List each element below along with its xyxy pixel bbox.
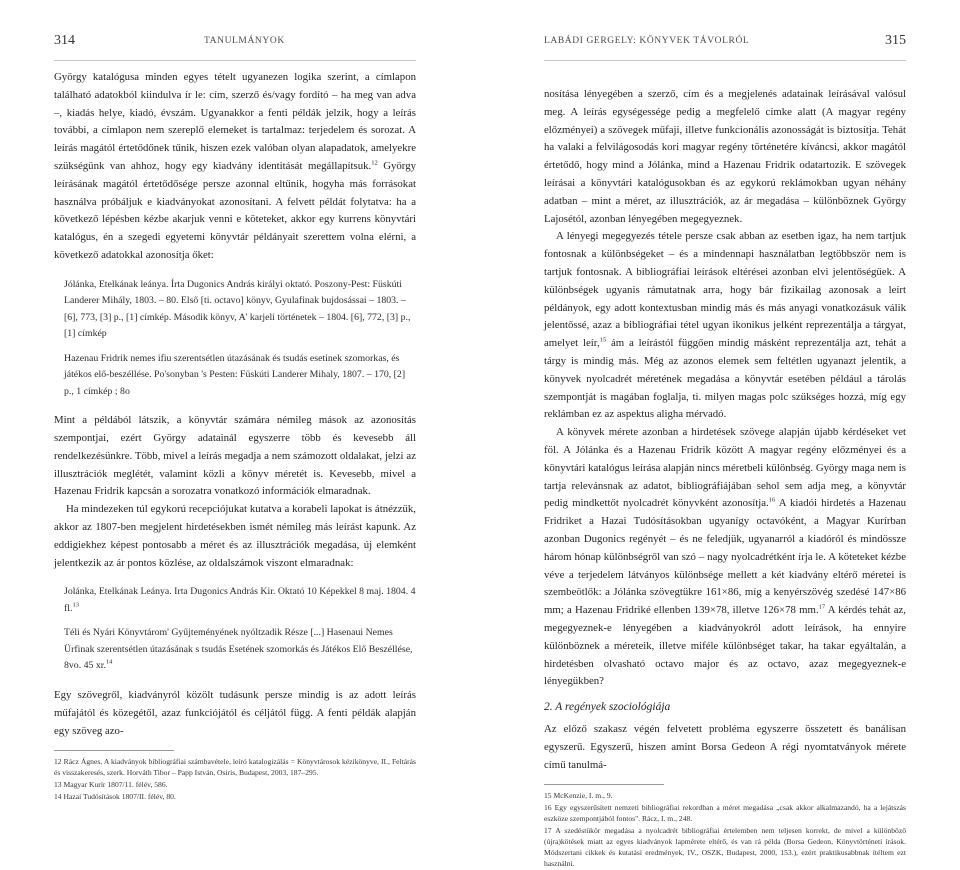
left-page xyxy=(0,0,480,802)
paragraph: nosítása lényegében a szerző, cím és a megjelenés adatainak leírásával valósul meg. A leírás egységessége pedig a megfelelő címke alatt (A magyar regény előzményei) a szövegek műfaji, illetve funkcionális azonosságát is biztosítja. Tehát ha valaki a felvilágosodás kori magyar regény történetére kíváncsi, akkor magától értetődő, hogy mind a Jólánka, mind a Hazenau Fridrik odatartozik. E szövegek leírásai a könyvtári katalógusokban és az egykorú reklámokban ugyan néhány adatban – mint a méret, az illusztrációk, az ár megadása – különböznek György Lajosétól, azonban lényegében megegyeznek. xyxy=(544,88,906,225)
paragraph: Mint a példából látszik, a könyvtár számára némileg mások az azonosítás szempontjai, ezért György adatainál egyszerre több és kevesebb áll rendelkezésünkre. Több, mivel a leírás megadja a nem számozott oldalakat, jelzi az illusztrációk meglétét, valamint közli a könyv méretét is. Kevesebb, mivel a Hazenau Fridrik kapcsán a sorozatra vonatkozó információk elmaradnak. xyxy=(54,414,416,498)
left-text-column xyxy=(54,69,416,803)
quote-entry: Jolánka, Etelkának Leánya. Irta Dugonics András Kir. Oktató 10 Képekkel 8 maj. 1804. 4 fl.$^{13}$ xyxy=(64,586,416,614)
paragraph: A lényegi megegyezés tétele persze csak abban az esetben igaz, ha nem tartjuk fontosnak a különbségeket – és a mindennapi használatban legtöbbször nem is tartjuk fontosnak. A bibliográfiai leírások eltérései azonban elvi jelentőségűek. A különbségek ugyanis rámutatnak arra, hogy bár fizikailag azonosak a leírt példányok, egy adott kontextusban mindig más és más anyagi vonatkozásuk válik jelentőssé, azaz a bibliográfiai tétel ugyan ikonikus jelként reprezentálja a tárgyat, amelyet leír,$^{15}$ ám a leírástól függően mindig másként reprezentálja azt, tehát a tárgy is mindig más. Még az azonos elemek sem feltétlen ugyanazt jelentik, a könyvek nyolcadrét méretének megadása a könyvtár esetében például a tárolás szempontját is magában foglalja, ti. milyen magas polc szükséges hozzá, míg egy reklámban ez az aspektus aligha mérvadó. xyxy=(544,230,906,421)
footnotes xyxy=(54,756,416,802)
footnote-divider xyxy=(54,750,174,751)
quote-entry: Téli és Nyári Könyvtárom' Gyűjteményének nyóltzadik Része [...] Hasenaui Nemes Ürfinak szerentsétlen útazásának s tsudás Esetének szomorkás és Játékos Elő Beszéllése, 8vo. 45 xr.$^{14}$ xyxy=(64,627,413,672)
paragraph: Az előző szakasz végén felvetett probléma egyszerre összetett és banálisan egyszerű. Egyszerű, hiszen amint Borsa Gedeon A régi nyomtatványok mérete című tanulmá- xyxy=(544,723,906,771)
header-divider xyxy=(54,60,416,61)
footnotes xyxy=(544,790,906,869)
footnote: 14 Hazai Tudósítások 1807/II. félév, 80. xyxy=(54,792,176,802)
block-quote xyxy=(54,584,416,675)
paragraph: Ha mindezeken túl egykorú recepciójukat kutatva a korabeli lapokat is átnézzük, akkor az 1807-ben megjelent hirdetésekben ismét némileg más leírást kapunk. Az eddigiekhez képest pontosabb a méret és az illusztrációk megadása, új elemként jelentkezik az ár pontos közlése, az oldalszámok viszont elmaradnak: xyxy=(54,503,416,569)
quote-entry: Hazenau Fridrik nemes ifiu szerentsétlen útazásának és tsudás esetinek szomorkas, és játékos elő-beszéllése. Po'sonyban 's Pesten: Füskúti Landerer Mihaly, 1807. – 170, [2] p., 1 címkép ; 8o xyxy=(64,352,406,397)
page-number: 314 xyxy=(54,33,75,48)
right-text-column xyxy=(544,86,906,870)
footnote: 17 A szedéstükör megadása a nyolcadrét bibliográfiai értelemben nem teljesen korrekt, de mivel a különböző (újra)kötések miatt az egyes kiadványok lapmérete eltérő, és van rá példa (Borsa Gedeon, Könyvtörténeti írások. Módszertani cikkek és kutatási eredmények, IV., OSZK, Budapest, 2000, 153.), ezért praktikusabbnak ítéltem ezt használni. xyxy=(544,826,906,869)
running-head: TANULMÁNYOK xyxy=(204,36,285,46)
footnote-divider xyxy=(544,784,664,785)
quote-entry: Jólánka, Etelkának leánya. Írta Dugonics András királyi oktató. Poszony-Pest: Füskúti Landerer Mihály, 1803. – 80. Első [ti. octavo] könyv, Gyulafinak bujdosássai – 1803. – [6], 773, [3] p., [1] címkép. Második könyv, A' karjeli történetek – 1804. [6], 772, [3] p., [1] címkép xyxy=(64,278,411,340)
block-quote xyxy=(54,277,416,401)
section-heading: 2. A regények szociológiája xyxy=(544,701,671,714)
right-page xyxy=(480,0,960,869)
page-number: 315 xyxy=(885,33,906,48)
paragraph: Egy szövegről, kiadványról közölt tudásunk persze mindig is az adott leírás műfajától és közegétől, azaz funkciójától és céljától függ. A fenti példák alapján egy szöveg azo- xyxy=(54,688,416,737)
footnote: 16 Egy egyszerűsített nemzeti bibliográfiai rekordban a méret megadása „csak akkor alkalmazandó, ha a lejátszás eszköze szempontjából fontos". Rácz, I. m., 248. xyxy=(544,803,906,824)
header-divider xyxy=(544,60,906,61)
running-head: LABÁDI GERGELY: KÖNYVEK TÁVOLRÓL xyxy=(544,36,750,46)
footnote: 15 McKenzie, I. m., 9. xyxy=(544,791,613,801)
paragraph: A könyvek mérete azonban a hirdetések szövege alapján újabb kérdéseket vet föl. A Jólánka és a Hazenau Fridrik között A magyar regény előzményei és a könyvtári katalógus leírása alapján nincs méretbeli különbség. György maga nem is tartja relevánsnak az adatot, bibliográfiájában sehol sem adja meg, a könyvtár pedig mindkettőt nyolcadrét könyvként azonosítja.$^{16}$ A kiadói hirdetés a Hazenau Fridriket a Hazai Tudósításokban ugyanígy octavóként, a Magyar Kurírban azonban Dugonics regényét – és ne feledjük, ugyanarról a kiadóról és mindössze három hónap különbségről van szó – nagy nyolcadrétként írja le. A köteteket kézbe véve a terjedelem látványos különbsége mellett a két kiadvány eltérő méretei is szembeötlők: a Jólánka szövegtükre 161×86, míg a kenyérszövég szedésé 147×86 mm; a Hazenau Fridriké ellenben 139×78, illetve 126×78 mm.$^{17}$ A kérdés tehát az, megegyeznek-e lényegében a kiadványokról adott leírások, ha ennyire különböznek a méreteik, illetve miféle különbséget takar, ha takar egyáltalán, a hirdetésben olvasható octavo major és az octavo, azaz megegyeznek-e lényegükben? xyxy=(544,426,906,688)
footnote: 13 Magyar Kurír 1807/11. félév, 586. xyxy=(54,780,168,790)
footnote: 12 Rácz Ágnes, A kiadványok bibliográfiai számbavétele, leíró katalogizálás = Könyvtárosok kézikönyve, II., Feltárás és visszakeresés, szerk. Horváth Tibor – Papp István, Osiris, Budapest, 2003, 187–295. xyxy=(54,757,416,778)
paragraph: György katalógusa minden egyes tételt ugyanezen logika szerint, a címlapon található adatokból kiindulva ír le: cím, szerző és/vagy fordító – ha meg van adva –, kiadás helye, kiadó, évszám. Ugyanakkor a fenti példák jelzik, hogy a leírás további, a címlapon nem szereplő elemeket is tartalmaz: terjedelem és sorozat. A leírás magától értetődőnek tűnik, hiszen ezek valóban olyan alapadatok, amelyekre szükségünk van ahhoz, hogy egy kiadvány identitását megállapítsuk.$^{12}$ György leírásának magától értetődősége persze azonnal eltűnik, hogyha más forrásokat használva próbáljuk e kiadványokat azonosítani. A felvett példát folytatva: ha a következő lépésben kézbe akarjuk venni e köteteket, akkor egy kurrens könyvtári katalógus, én a szegedi egyetemi könyvtár példányait szerettem volna elérni, a következő adatokkal azonosítja őket: xyxy=(54,71,416,261)
